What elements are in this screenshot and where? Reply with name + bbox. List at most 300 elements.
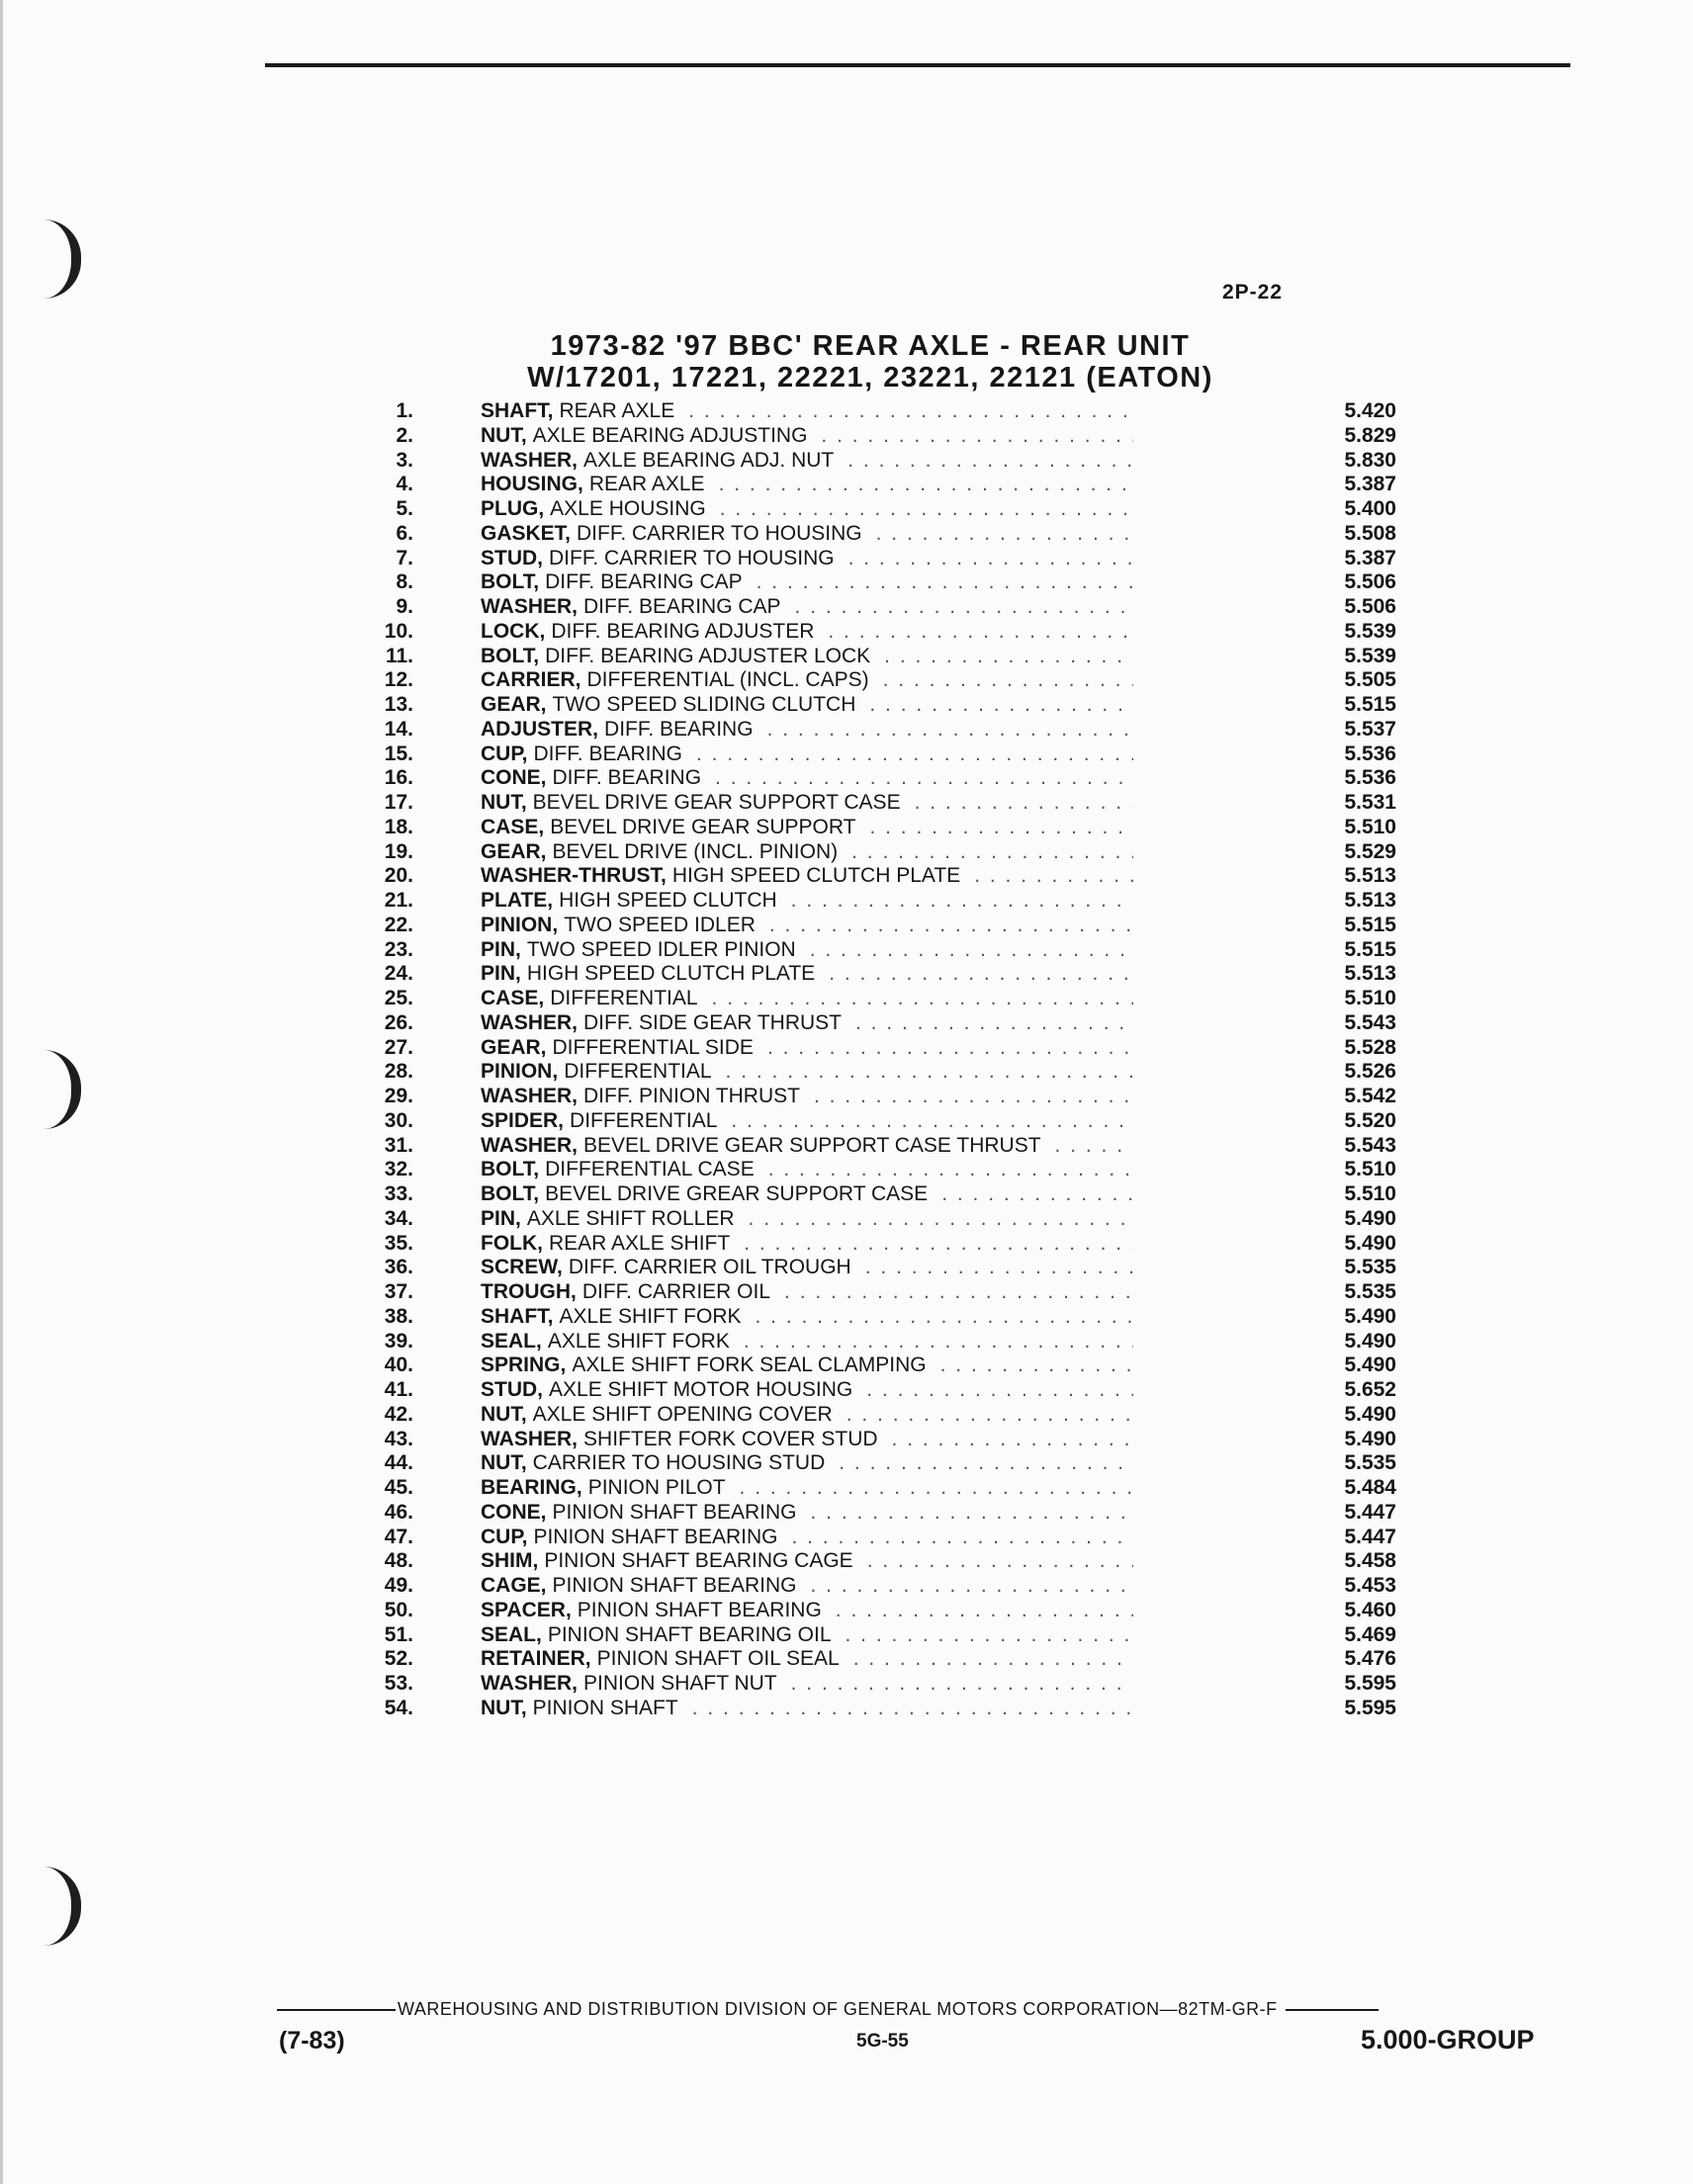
- item-number: 14.: [384, 717, 413, 741]
- item-name: GEAR,: [481, 1035, 547, 1059]
- item-number: 18.: [384, 815, 413, 838]
- item-group-code: 5.508: [1344, 521, 1396, 545]
- item-description: [481, 522, 1133, 547]
- list-item: [366, 1647, 1404, 1672]
- list-item: [366, 791, 1404, 816]
- list-item: [366, 1501, 1404, 1526]
- footer-folio: 5G-55: [856, 2031, 909, 2052]
- list-item: [366, 1549, 1404, 1574]
- item-detail: DIFFERENTIAL: [564, 1060, 712, 1084]
- list-item: [366, 1232, 1404, 1257]
- item-description: [481, 791, 1133, 816]
- list-item: [366, 1305, 1404, 1330]
- item-description: [481, 1232, 1133, 1257]
- dot-leader: [705, 473, 1133, 497]
- item-number: 25.: [384, 987, 413, 1009]
- item-group-code: 5.447: [1344, 1500, 1396, 1524]
- item-number: 36.: [384, 1256, 413, 1279]
- dot-leader: [838, 840, 1133, 865]
- item-number: 24.: [384, 962, 413, 986]
- list-item: [366, 424, 1404, 449]
- item-name: STUD,: [481, 1378, 543, 1401]
- dot-leader: [742, 1305, 1134, 1330]
- list-item: [366, 497, 1404, 522]
- item-detail: AXLE SHIFT FORK SEAL CLAMPING: [572, 1354, 927, 1377]
- list-item: [366, 1574, 1404, 1599]
- item-number: 41.: [384, 1378, 413, 1401]
- item-number: 9.: [396, 595, 413, 618]
- item-detail: AXLE SHIFT MOTOR HOUSING: [549, 1378, 853, 1401]
- list-item: [366, 1476, 1404, 1501]
- dot-leader: [706, 497, 1133, 522]
- item-group-code: 5.531: [1344, 791, 1396, 814]
- item-name: WASHER,: [481, 448, 579, 472]
- item-name: NUT,: [481, 1696, 527, 1719]
- item-number: 21.: [384, 889, 413, 912]
- item-description: [481, 1549, 1133, 1574]
- item-group-code: 5.535: [1344, 1256, 1396, 1279]
- item-description: [481, 449, 1133, 474]
- item-description: [481, 743, 1133, 767]
- item-group-code: 5.539: [1344, 619, 1396, 643]
- item-detail: DIFF. BEARING CAP: [545, 570, 743, 594]
- item-name: SHIM,: [481, 1549, 539, 1573]
- item-name: BOLT,: [481, 570, 540, 594]
- dot-leader: [777, 889, 1133, 914]
- list-item: [366, 1109, 1404, 1134]
- item-name: PINION,: [481, 1060, 559, 1084]
- item-number: 10.: [384, 619, 413, 643]
- item-group-code: 5.515: [1344, 913, 1396, 936]
- item-description: [481, 1354, 1133, 1378]
- item-name: WASHER-THRUST,: [481, 864, 667, 888]
- item-description: [481, 1428, 1133, 1452]
- item-name: PINION,: [481, 913, 559, 936]
- dot-leader: [1041, 1134, 1133, 1159]
- list-item: [366, 1403, 1404, 1428]
- item-description: [481, 1060, 1133, 1085]
- list-item: [366, 1280, 1404, 1305]
- item-description: [481, 914, 1133, 938]
- item-detail: REAR AXLE: [588, 473, 705, 496]
- item-detail: PINION PILOT: [587, 1476, 726, 1499]
- item-detail: TWO SPEED SLIDING CLUTCH: [552, 693, 856, 716]
- list-item: [366, 1378, 1404, 1403]
- item-number: 38.: [384, 1304, 413, 1328]
- item-description: [481, 816, 1133, 840]
- item-detail: DIFF. SIDE GEAR THRUST: [583, 1010, 842, 1034]
- item-name: SPIDER,: [481, 1108, 565, 1132]
- item-detail: HIGH SPEED CLUTCH PLATE: [526, 962, 816, 986]
- dot-leader: [682, 743, 1133, 767]
- item-group-code: 5.513: [1344, 864, 1396, 888]
- item-group-code: 5.513: [1344, 889, 1396, 912]
- item-number: 22.: [384, 913, 413, 936]
- item-detail: AXLE SHIFT OPENING COVER: [532, 1402, 833, 1426]
- item-number: 29.: [384, 1085, 413, 1107]
- dot-leader: [807, 424, 1133, 449]
- item-group-code: 5.453: [1344, 1574, 1396, 1597]
- item-name: SHAFT,: [481, 399, 554, 422]
- item-number: 45.: [384, 1476, 413, 1499]
- item-group-code: 5.515: [1344, 693, 1396, 716]
- dot-leader: [698, 987, 1133, 1011]
- item-number: 19.: [384, 839, 413, 863]
- item-number: 5.: [396, 497, 413, 520]
- page-subtitle: W/17201, 17221, 22221, 23221, 22121 (EATON): [527, 362, 1213, 393]
- list-item: [366, 1451, 1404, 1476]
- item-description: [481, 1476, 1133, 1501]
- page-title: 1973-82 '97 BBC' REAR AXLE - REAR UNIT: [550, 330, 1191, 362]
- item-group-code: 5.490: [1344, 1354, 1396, 1377]
- item-description: [481, 1451, 1133, 1476]
- item-number: 32.: [384, 1158, 413, 1181]
- dot-leader: [901, 791, 1133, 816]
- binder-hole-bottom: [44, 1867, 81, 1946]
- item-number: 8.: [396, 570, 413, 594]
- item-detail: DIFF. BEARING ADJUSTER: [551, 619, 815, 643]
- item-detail: BEVEL DRIVE GEAR SUPPORT CASE: [532, 791, 901, 814]
- dot-leader: [869, 668, 1133, 693]
- dot-leader: [814, 620, 1133, 645]
- list-item: [366, 938, 1404, 963]
- list-item: [366, 449, 1404, 474]
- item-description: [481, 645, 1133, 669]
- item-group-code: 5.520: [1344, 1108, 1396, 1132]
- item-group-code: 5.528: [1344, 1035, 1396, 1059]
- item-name: SCREW,: [481, 1256, 563, 1279]
- item-group-code: 5.476: [1344, 1647, 1396, 1671]
- item-name: CUP,: [481, 742, 528, 765]
- item-group-code: 5.387: [1344, 473, 1396, 496]
- item-description: [481, 1158, 1133, 1182]
- item-name: BOLT,: [481, 644, 540, 667]
- item-detail: PINION SHAFT: [532, 1696, 678, 1719]
- item-detail: PINION SHAFT BEARING: [533, 1525, 778, 1548]
- list-item: [366, 522, 1404, 547]
- item-detail: AXLE BEARING ADJ. NUT: [583, 448, 835, 472]
- list-item: [366, 547, 1404, 571]
- list-item: [366, 1011, 1404, 1036]
- item-name: BOLT,: [481, 1182, 540, 1205]
- item-number: 12.: [384, 668, 413, 692]
- item-detail: DIFF. CARRIER TO HOUSING: [549, 546, 835, 569]
- item-description: [481, 497, 1133, 522]
- dot-leader: [928, 1182, 1133, 1207]
- item-detail: PINION SHAFT NUT: [583, 1672, 777, 1695]
- list-item: [366, 1182, 1404, 1207]
- item-detail: HIGH SPEED CLUTCH PLATE: [671, 864, 961, 888]
- footer-group-code: 5.000-GROUP: [1361, 2025, 1535, 2054]
- item-description: [481, 1305, 1133, 1330]
- item-detail: BEVEL DRIVE GREAR SUPPORT CASE: [545, 1182, 929, 1205]
- binder-hole-middle: [44, 1050, 81, 1129]
- list-item: [366, 889, 1404, 914]
- page-code: 2P-22: [1222, 281, 1284, 304]
- item-name: WASHER,: [481, 1672, 579, 1695]
- item-detail: PINION SHAFT BEARING: [552, 1574, 797, 1597]
- item-number: 37.: [384, 1280, 413, 1303]
- dot-leader: [852, 1378, 1133, 1403]
- item-number: 48.: [384, 1549, 413, 1573]
- item-description: [481, 1330, 1133, 1354]
- dot-leader: [870, 645, 1133, 669]
- item-name: STUD,: [481, 546, 543, 569]
- item-description: [481, 938, 1133, 963]
- item-name: WASHER,: [481, 1133, 579, 1157]
- item-group-code: 5.490: [1344, 1206, 1396, 1230]
- item-description: [481, 1697, 1133, 1721]
- dot-leader: [730, 1330, 1133, 1354]
- item-number: 3.: [396, 448, 413, 472]
- item-detail: SHIFTER FORK COVER STUD: [583, 1427, 878, 1450]
- item-group-code: 5.829: [1344, 423, 1396, 447]
- dot-leader: [717, 1109, 1133, 1134]
- item-group-code: 5.420: [1344, 399, 1396, 422]
- item-description: [481, 1574, 1133, 1599]
- item-group-code: 5.536: [1344, 766, 1396, 790]
- item-name: WASHER,: [481, 595, 579, 618]
- item-detail: PINION SHAFT BEARING OIL: [547, 1622, 832, 1646]
- dot-leader: [726, 1476, 1133, 1501]
- item-group-code: 5.510: [1344, 987, 1396, 1009]
- item-detail: AXLE SHIFT ROLLER: [526, 1206, 735, 1230]
- item-group-code: 5.490: [1344, 1304, 1396, 1328]
- item-description: [481, 1501, 1133, 1526]
- dot-leader: [833, 1403, 1133, 1428]
- list-item: [366, 693, 1404, 718]
- dot-leader: [840, 1647, 1133, 1672]
- item-name: HOUSING,: [481, 473, 583, 496]
- item-number: 42.: [384, 1402, 413, 1426]
- footer-division-line: [277, 1999, 1572, 2020]
- item-group-code: 5.484: [1344, 1476, 1396, 1499]
- list-item: [366, 1526, 1404, 1550]
- page-edge: [0, 0, 3, 2184]
- item-name: WASHER,: [481, 1010, 579, 1034]
- item-name: BOLT,: [481, 1158, 540, 1181]
- item-name: CASE,: [481, 987, 545, 1009]
- item-name: GASKET,: [481, 521, 572, 545]
- list-item: [366, 668, 1404, 693]
- list-item: [366, 914, 1404, 938]
- item-name: CONE,: [481, 766, 547, 790]
- dot-leader: [674, 399, 1133, 424]
- list-item: [366, 766, 1404, 791]
- item-group-code: 5.543: [1344, 1010, 1396, 1034]
- item-detail: DIFF. PINION THRUST: [583, 1085, 800, 1107]
- item-detail: DIFF. BEARING: [552, 766, 702, 790]
- list-item: [366, 399, 1404, 424]
- item-detail: BEVEL DRIVE GEAR SUPPORT: [550, 815, 856, 838]
- item-detail: AXLE HOUSING: [550, 497, 706, 520]
- item-number: 43.: [384, 1427, 413, 1450]
- list-item: [366, 962, 1404, 987]
- item-description: [481, 547, 1133, 571]
- item-description: [481, 1011, 1133, 1036]
- list-item: [366, 1036, 1404, 1061]
- item-detail: PINION SHAFT BEARING: [577, 1598, 822, 1621]
- item-name: SEAL,: [481, 1329, 542, 1353]
- item-name: PLUG,: [481, 497, 545, 520]
- item-description: [481, 1647, 1133, 1672]
- list-item: [366, 1599, 1404, 1623]
- list-item: [366, 1134, 1404, 1159]
- item-group-code: 5.510: [1344, 815, 1396, 838]
- item-number: 4.: [396, 473, 413, 496]
- item-detail: BEVEL DRIVE (INCL. PINION): [552, 839, 839, 863]
- item-name: NUT,: [481, 1451, 527, 1475]
- item-detail: AXLE BEARING ADJUSTING: [532, 423, 808, 447]
- item-description: [481, 1526, 1133, 1550]
- dot-leader: [797, 1574, 1133, 1599]
- item-name: RETAINER,: [481, 1647, 591, 1671]
- item-number: 50.: [384, 1598, 413, 1621]
- item-detail: DIFF. BEARING: [604, 717, 754, 741]
- binder-hole-top: [44, 219, 81, 299]
- dot-leader: [834, 449, 1133, 474]
- dot-leader: [796, 938, 1133, 963]
- list-item: [366, 1060, 1404, 1085]
- dot-leader: [756, 914, 1133, 938]
- dot-leader: [815, 962, 1133, 987]
- item-group-code: 5.515: [1344, 937, 1396, 961]
- item-group-code: 5.490: [1344, 1402, 1396, 1426]
- dot-leader: [862, 522, 1133, 547]
- list-item: [366, 1672, 1404, 1697]
- dot-leader: [825, 1451, 1133, 1476]
- dot-leader: [822, 1599, 1133, 1623]
- item-description: [481, 1280, 1133, 1305]
- dot-leader: [797, 1501, 1133, 1526]
- dot-leader: [800, 1085, 1133, 1109]
- item-description: [481, 570, 1133, 595]
- item-detail: DIFFERENTIAL CASE: [545, 1158, 755, 1181]
- item-name: WASHER,: [481, 1427, 579, 1450]
- item-group-code: 5.510: [1344, 1182, 1396, 1205]
- dot-leader: [835, 547, 1133, 571]
- item-number: 27.: [384, 1035, 413, 1059]
- item-detail: PINION SHAFT BEARING: [552, 1500, 797, 1524]
- footer-date-code: (7-83): [279, 2027, 345, 2054]
- item-group-code: 5.469: [1344, 1622, 1396, 1646]
- item-number: 13.: [384, 693, 413, 716]
- item-description: [481, 1378, 1133, 1403]
- item-number: 28.: [384, 1060, 413, 1084]
- item-number: 34.: [384, 1206, 413, 1230]
- item-name: GEAR,: [481, 839, 547, 863]
- item-number: 53.: [384, 1672, 413, 1695]
- list-item: [366, 987, 1404, 1011]
- item-description: [481, 473, 1133, 497]
- item-detail: DIFF. CARRIER TO HOUSING: [577, 521, 862, 545]
- item-group-code: 5.535: [1344, 1280, 1396, 1303]
- item-group-code: 5.595: [1344, 1696, 1396, 1719]
- list-item: [366, 840, 1404, 865]
- footer-rule-right: [1286, 2009, 1379, 2011]
- item-group-code: 5.535: [1344, 1451, 1396, 1475]
- item-detail: DIFFERENTIAL: [570, 1108, 718, 1132]
- item-group-code: 5.400: [1344, 497, 1396, 520]
- dot-leader: [842, 1011, 1133, 1036]
- list-item: [366, 718, 1404, 743]
- list-item: [366, 1330, 1404, 1354]
- item-name: NUT,: [481, 1402, 527, 1426]
- item-group-code: 5.387: [1344, 546, 1396, 569]
- list-item: [366, 570, 1404, 595]
- item-number: 49.: [384, 1574, 413, 1597]
- item-number: 7.: [396, 546, 413, 569]
- item-description: [481, 1256, 1133, 1280]
- item-name: SHAFT,: [481, 1304, 554, 1328]
- item-name: TROUGH,: [481, 1280, 577, 1303]
- list-item: [366, 1256, 1404, 1280]
- item-description: [481, 1623, 1133, 1648]
- item-description: [481, 1403, 1133, 1428]
- item-name: CAGE,: [481, 1574, 547, 1597]
- item-number: 39.: [384, 1329, 413, 1353]
- item-name: BEARING,: [481, 1476, 582, 1499]
- item-group-code: 5.490: [1344, 1329, 1396, 1353]
- item-group-code: 5.537: [1344, 717, 1396, 741]
- item-group-code: 5.490: [1344, 1427, 1396, 1450]
- item-description: [481, 718, 1133, 743]
- item-name: NUT,: [481, 791, 527, 814]
- item-number: 51.: [384, 1622, 413, 1646]
- list-item: [366, 1158, 1404, 1182]
- item-description: [481, 1109, 1133, 1134]
- dot-leader: [927, 1354, 1133, 1378]
- item-detail: DIFF. BEARING: [533, 742, 682, 765]
- item-group-code: 5.510: [1344, 1158, 1396, 1181]
- item-number: 47.: [384, 1525, 413, 1548]
- item-group-code: 5.458: [1344, 1549, 1396, 1573]
- item-number: 16.: [384, 766, 413, 790]
- dot-leader: [743, 570, 1133, 595]
- item-detail: CARRIER TO HOUSING STUD: [532, 1451, 826, 1475]
- item-detail: AXLE SHIFT FORK: [559, 1304, 742, 1328]
- item-name: CASE,: [481, 815, 545, 838]
- item-description: [481, 1085, 1133, 1109]
- item-number: 20.: [384, 864, 413, 888]
- dot-leader: [755, 1158, 1133, 1182]
- item-description: [481, 766, 1133, 791]
- item-detail: REAR AXLE SHIFT: [549, 1231, 731, 1255]
- item-name: PIN,: [481, 937, 521, 961]
- item-group-code: 5.460: [1344, 1598, 1396, 1621]
- dot-leader: [960, 864, 1133, 889]
- item-number: 30.: [384, 1108, 413, 1132]
- item-detail: DIFF. BEARING ADJUSTER LOCK: [545, 644, 871, 667]
- list-item: [366, 1354, 1404, 1378]
- item-detail: TWO SPEED IDLER: [564, 913, 756, 936]
- item-group-code: 5.447: [1344, 1525, 1396, 1548]
- item-detail: DIFFERENTIAL: [550, 987, 698, 1009]
- item-detail: PINION SHAFT OIL SEAL: [596, 1647, 840, 1671]
- item-group-code: 5.595: [1344, 1672, 1396, 1695]
- list-item: [366, 645, 1404, 669]
- dot-leader: [777, 1526, 1133, 1550]
- item-description: [481, 424, 1133, 449]
- item-description: [481, 620, 1133, 645]
- item-number: 44.: [384, 1451, 413, 1475]
- dot-leader: [712, 1060, 1133, 1085]
- item-detail: DIFF. CARRIER OIL: [581, 1280, 771, 1303]
- item-group-code: 5.490: [1344, 1231, 1396, 1255]
- item-number: 31.: [384, 1133, 413, 1157]
- item-group-code: 5.506: [1344, 570, 1396, 594]
- item-name: GEAR,: [481, 693, 547, 716]
